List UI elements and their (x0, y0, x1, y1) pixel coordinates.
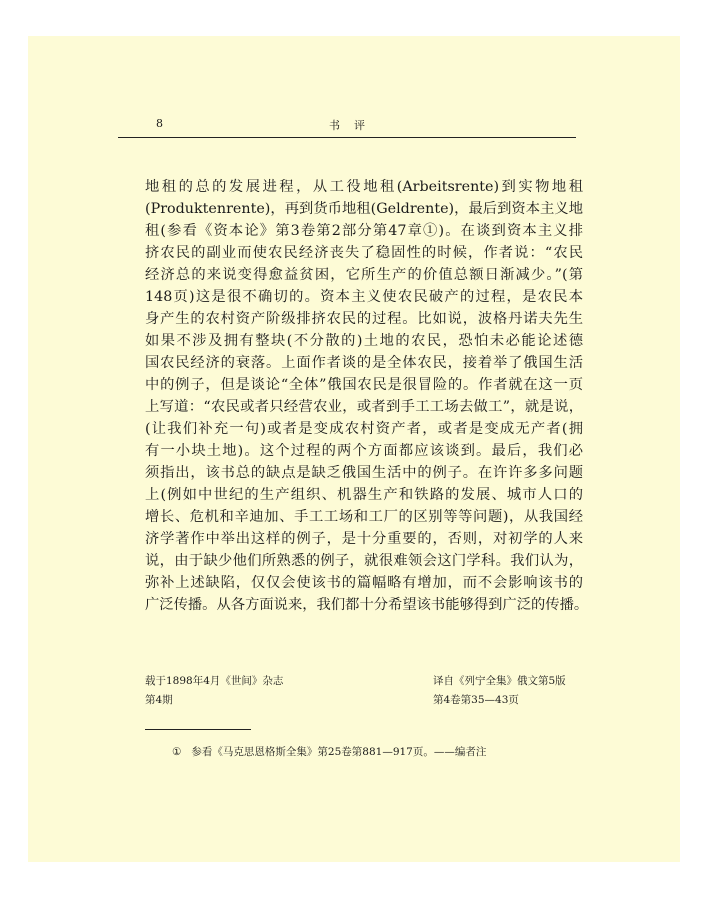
body-line: 地租的总的发展进程，从工役地租(Arbeitsrente)到实物地租 (145, 179, 583, 195)
running-title: 书评 (329, 119, 379, 132)
body-line: 挤农民的副业而使农民经济丧失了稳固性的时候，作者说：“农民 (145, 245, 583, 261)
source-left-line: 载于1898年4月《世间》杂志 (145, 675, 284, 687)
body-line: 须指出，该书总的缺点是缺乏俄国生活中的例子。在许许多多问题 (145, 465, 583, 481)
body-line: 说，由于缺少他们所熟悉的例子，就很难领会这门学科。我们认为， (145, 553, 583, 569)
body-line: 如果不涉及拥有整块(不分散的)土地的农民，恐怕未必能论述德 (145, 333, 583, 349)
body-text (145, 176, 589, 616)
source-right-line: 译自《列宁全集》俄文第5版 (433, 675, 566, 687)
body-line: 租(参看《资本论》第3卷第2部分第47章①)。在谈到资本主义排 (145, 223, 583, 239)
body-line: 上写道：“农民或者只经营农业，或者到手工工场去做工”，就是说， (145, 399, 583, 415)
body-line: 弥补上述缺陷，仅仅会使该书的篇幅略有增加，而不会影响该书的 (145, 575, 583, 591)
page-number: 8 (156, 117, 163, 130)
footnote (172, 744, 486, 759)
body-line: (让我们补充一句)或者是变成农村资产者，或者是变成无产者(拥 (145, 421, 583, 437)
source-note-right (433, 672, 566, 710)
body-line: (Produktenrente)，再到货币地租(Geldrente)，最后到资本主义地 (145, 201, 583, 217)
body-line: 广泛传播。从各方面说来，我们都十分希望该书能够得到广泛的传播。 (145, 597, 589, 613)
source-note-left (145, 672, 283, 710)
body-line: 国农民经济的衰落。上面作者谈的是全体农民，接着举了俄国生活 (145, 355, 583, 371)
body-line: 148页)这是很不确切的。资本主义使农民破产的过程，是农民本 (145, 289, 583, 305)
body-line: 增长、危机和辛迪加、手工工场和工厂的区别等等问题)，从我国经 (145, 509, 583, 525)
body-line: 身产生的农村资产阶级排挤农民的过程。比如说，波格丹诺夫先生 (145, 311, 583, 327)
body-line: 济学著作中举出这样的例子，是十分重要的，否则，对初学的人来 (145, 531, 583, 547)
source-left-line: 第4期 (145, 694, 173, 706)
footnote-marker: ① (172, 746, 182, 758)
footnote-divider (145, 729, 251, 730)
source-right-line: 第4卷第35—43页 (433, 694, 519, 706)
body-line: 经济总的来说变得愈益贫困，它所生产的价值总额日渐减少。”(第 (145, 267, 583, 283)
body-line: 中的例子，但是谈论“全体”俄国农民是很冒险的。作者就在这一页 (145, 377, 583, 393)
body-line: 有一小块土地)。这个过程的两个方面都应该谈到。最后，我们必 (145, 443, 583, 459)
page-header (118, 117, 576, 138)
body-line: 上(例如中世纪的生产组织、机器生产和铁路的发展、城市人口的 (145, 487, 583, 503)
footnote-text: 参看《马克思恩格斯全集》第25卷第881—917页。——编者注 (191, 746, 487, 758)
